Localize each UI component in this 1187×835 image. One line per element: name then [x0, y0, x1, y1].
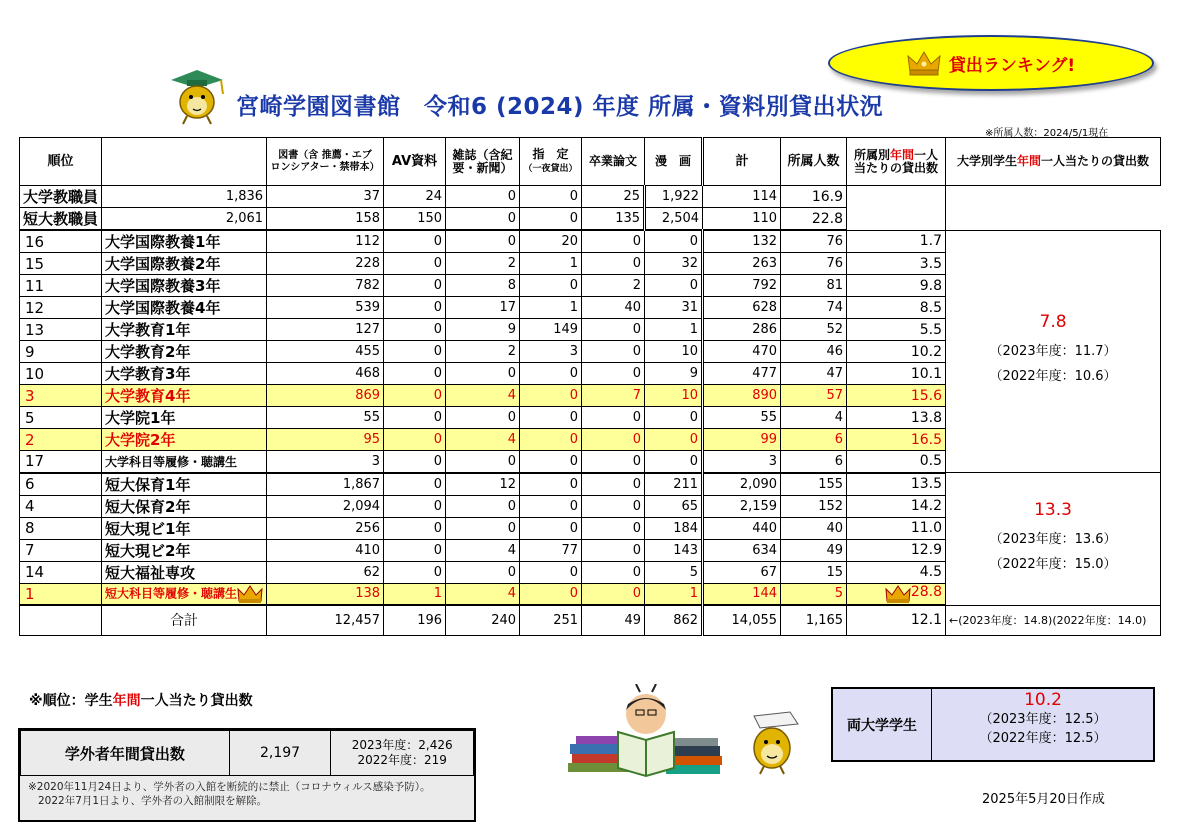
cell-designated: 1 [520, 253, 582, 275]
cell-av: 0 [384, 275, 446, 297]
cell-members: 76 [781, 230, 847, 253]
cell-designated: 0 [520, 451, 582, 473]
total-total: 14,055 [703, 605, 781, 635]
cell-total: 2,159 [703, 495, 781, 517]
cell-av: 0 [384, 230, 446, 253]
cell-thesis: 0 [582, 517, 645, 539]
cell-per-person: 13.5 [847, 473, 946, 496]
cell-designated: 1 [520, 297, 582, 319]
rank-cell: 7 [20, 539, 102, 561]
cell-total: 477 [703, 363, 781, 385]
rank-cell: 14 [20, 561, 102, 583]
external-label: 学外者年間貸出数 [21, 731, 230, 776]
cell-members: 4 [781, 407, 847, 429]
cell-av: 0 [384, 341, 446, 363]
cell-total: 55 [703, 407, 781, 429]
cell-members: 57 [781, 385, 847, 407]
mascot-reading-icon [742, 710, 804, 776]
cell-per-person: 0.5 [847, 451, 946, 473]
affiliation-name: 大学教職員 [20, 186, 102, 208]
header-thesis: 卒業論文 [582, 138, 645, 186]
cell-books: 127 [267, 319, 384, 341]
cell-magazine: 8 [446, 275, 520, 297]
both-universities-box [831, 687, 1155, 762]
cell-av: 0 [384, 385, 446, 407]
cell-total: 3 [703, 451, 781, 473]
affiliation-name: 短大現ビ1年 [102, 517, 267, 539]
cell-av: 0 [384, 473, 446, 496]
cell-books: 2,061 [102, 208, 267, 231]
cell-per-person: 28.8 [847, 583, 946, 605]
cell-magazine: 4 [446, 539, 520, 561]
affiliation-name: 大学院1年 [102, 407, 267, 429]
cell-manga: 9 [645, 363, 703, 385]
cell-designated: 0 [520, 517, 582, 539]
rank-cell: 17 [20, 451, 102, 473]
cell-members: 6 [781, 429, 847, 451]
table-row [20, 186, 1161, 208]
mascot-graduate-icon [165, 66, 229, 126]
cell-manga: 0 [645, 407, 703, 429]
affiliation-name: 大学国際教養4年 [102, 297, 267, 319]
cell-manga: 211 [645, 473, 703, 496]
rank-cell: 5 [20, 407, 102, 429]
cell-total: 67 [703, 561, 781, 583]
cell-books: 1,836 [102, 186, 267, 208]
cell-magazine: 0 [446, 363, 520, 385]
cell-magazine: 0 [446, 407, 520, 429]
cell-thesis: 0 [520, 208, 582, 231]
cell-av: 0 [384, 561, 446, 583]
header-av: AV資料 [384, 138, 446, 186]
header-name [102, 138, 267, 186]
cell-magazine: 17 [446, 297, 520, 319]
cell-thesis: 40 [582, 297, 645, 319]
crown-icon [907, 50, 941, 76]
cell-manga: 10 [645, 341, 703, 363]
cell-books: 95 [267, 429, 384, 451]
cell-designated: 0 [520, 495, 582, 517]
both-prev2: （2022年度：12.5） [979, 731, 1107, 746]
cell-thesis: 0 [582, 583, 645, 605]
cell-manga: 0 [645, 230, 703, 253]
cell-thesis: 0 [582, 451, 645, 473]
rank-cell: 8 [20, 517, 102, 539]
header-univ-avg: 大学別学生年間一人当たりの貸出数 [946, 138, 1161, 186]
cell-per-person: 14.2 [847, 495, 946, 517]
cell-av: 0 [384, 319, 446, 341]
cell-per-person: 11.0 [847, 517, 946, 539]
cell-books: 1,867 [267, 473, 384, 496]
cell-members: 46 [781, 341, 847, 363]
cell-thesis: 0 [582, 429, 645, 451]
cell-av: 0 [384, 517, 446, 539]
cell-manga: 184 [645, 517, 703, 539]
staff-rows [20, 186, 1161, 231]
page-title: 宮崎学園図書館 令和6 (2024) 年度 所属・資料別貸出状況 [236, 94, 884, 120]
header-members: 所属人数 [781, 138, 847, 186]
cell-total: 890 [703, 385, 781, 407]
cell-designated: 0 [520, 407, 582, 429]
badge-label: 貸出ランキング! [948, 55, 1076, 76]
rank-cell: 12 [20, 297, 102, 319]
created-date: 2025年5月20日作成 [982, 792, 1105, 807]
cell-total: 2,090 [703, 473, 781, 496]
cell-manga: 10 [645, 385, 703, 407]
cell-total: 2,504 [645, 208, 703, 231]
total-books: 12,457 [267, 605, 384, 635]
cell-manga: 1 [645, 583, 703, 605]
affiliation-name: 大学院2年 [102, 429, 267, 451]
cell-designated: 149 [520, 319, 582, 341]
cell-av: 0 [384, 429, 446, 451]
cell-per-person: 16.9 [781, 186, 847, 208]
cell-members: 152 [781, 495, 847, 517]
cell-manga: 5 [645, 561, 703, 583]
jc-avg-cell-prev2: （2022年度：15.0） [989, 556, 1117, 572]
total-designated: 251 [520, 605, 582, 635]
cell-members: 110 [703, 208, 781, 231]
univ-rows [20, 230, 1161, 473]
cell-magazine: 4 [446, 583, 520, 605]
rank-cell: 10 [20, 363, 102, 385]
cell-books: 138 [267, 583, 384, 605]
cell-designated: 20 [520, 230, 582, 253]
cell-books: 3 [267, 451, 384, 473]
cell-thesis: 0 [582, 319, 645, 341]
cell-magazine: 24 [384, 186, 446, 208]
cell-magazine: 150 [384, 208, 446, 231]
cell-total: 263 [703, 253, 781, 275]
cell-thesis: 0 [582, 230, 645, 253]
cell-manga: 143 [645, 539, 703, 561]
affiliation-name: 大学教育3年 [102, 363, 267, 385]
cell-designated: 0 [520, 473, 582, 496]
cell-av: 158 [267, 208, 384, 231]
cell-designated: 77 [520, 539, 582, 561]
cell-magazine: 0 [446, 561, 520, 583]
cell-magazine: 0 [446, 230, 520, 253]
cell-magazine: 2 [446, 341, 520, 363]
cell-members: 52 [781, 319, 847, 341]
cell-total: 144 [703, 583, 781, 605]
cell-members: 114 [703, 186, 781, 208]
cell-magazine: 4 [446, 429, 520, 451]
cell-per-person: 5.5 [847, 319, 946, 341]
cell-books: 228 [267, 253, 384, 275]
header-manga: 漫 画 [645, 138, 703, 186]
cell-total: 470 [703, 341, 781, 363]
cell-magazine: 12 [446, 473, 520, 496]
rank-note: ※順位：学生年間一人当たり貸出数 [29, 693, 253, 709]
cell-thesis: 0 [520, 186, 582, 208]
rank-cell: 2 [20, 429, 102, 451]
loan-status-table [19, 137, 1161, 636]
cell-books: 62 [267, 561, 384, 583]
header-row [20, 138, 1161, 186]
cell-designated: 3 [520, 341, 582, 363]
rank-cell: 13 [20, 319, 102, 341]
header-rank: 順位 [20, 138, 102, 186]
cell-books: 2,094 [267, 495, 384, 517]
cell-members: 6 [781, 451, 847, 473]
both-prev1: （2023年度：12.5） [979, 712, 1107, 727]
cell-av: 0 [384, 363, 446, 385]
univ-avg-cell-prev2: （2022年度：10.6） [989, 369, 1117, 385]
both-label: 両大学学生 [833, 689, 932, 760]
cell-per-person: 4.5 [847, 561, 946, 583]
affiliation-name: 短大科目等履修・聴講生 [102, 583, 267, 605]
affiliation-name: 大学教育2年 [102, 341, 267, 363]
rank-cell: 16 [20, 230, 102, 253]
cell-av: 0 [384, 451, 446, 473]
cell-books: 539 [267, 297, 384, 319]
cell-thesis: 0 [582, 561, 645, 583]
cell-av: 37 [267, 186, 384, 208]
affiliation-name: 大学国際教養1年 [102, 230, 267, 253]
cell-total: 440 [703, 517, 781, 539]
cell-av: 1 [384, 583, 446, 605]
affiliation-name: 大学国際教養2年 [102, 253, 267, 275]
cell-av: 0 [384, 253, 446, 275]
cell-per-person: 9.8 [847, 275, 946, 297]
cell-books: 782 [267, 275, 384, 297]
affiliation-name: 短大教職員 [20, 208, 102, 231]
cell-manga: 65 [645, 495, 703, 517]
total-members: 1,165 [781, 605, 847, 635]
cell-members: 47 [781, 363, 847, 385]
external-loans-table [20, 730, 474, 776]
cell-per-person: 13.8 [847, 407, 946, 429]
cell-books: 410 [267, 539, 384, 561]
cell-thesis: 2 [582, 275, 645, 297]
cell-magazine: 2 [446, 253, 520, 275]
external-value: 2,197 [229, 731, 331, 776]
cell-designated: 0 [520, 385, 582, 407]
rank-cell: 6 [20, 473, 102, 496]
cell-total: 628 [703, 297, 781, 319]
header-per-person: 所属別年間一人 当たりの貸出数 [847, 138, 946, 186]
rank-cell: 3 [20, 385, 102, 407]
cell-av: 0 [384, 495, 446, 517]
cell-per-person: 12.9 [847, 539, 946, 561]
cell-total: 99 [703, 429, 781, 451]
cell-magazine: 4 [446, 385, 520, 407]
table-row [20, 230, 1161, 253]
cell-books: 455 [267, 341, 384, 363]
cell-magazine: 0 [446, 495, 520, 517]
header-magazine: 雑誌（含紀 要・新聞） [446, 138, 520, 186]
cell-designated: 0 [446, 186, 520, 208]
cell-av: 0 [384, 407, 446, 429]
cell-designated: 0 [520, 583, 582, 605]
total-per-person: 12.1 [847, 605, 946, 635]
jc-rows [20, 473, 1161, 606]
cell-manga: 1 [645, 319, 703, 341]
cell-manga: 135 [582, 208, 645, 231]
cell-per-person: 8.5 [847, 297, 946, 319]
rank-cell: 15 [20, 253, 102, 275]
cell-members: 40 [781, 517, 847, 539]
staff-avg-cell [847, 186, 946, 231]
header-books: 図書（含 推薦・エブ ロンシアター・禁帯本） [267, 138, 384, 186]
univ-avg-cell-prev1: （2023年度：11.7） [989, 344, 1117, 360]
affiliation-name: 大学科目等履修・聴講生 [102, 451, 267, 473]
cell-members: 81 [781, 275, 847, 297]
cell-per-person: 3.5 [847, 253, 946, 275]
cell-thesis: 7 [582, 385, 645, 407]
external-loans-box [18, 728, 476, 822]
cell-total: 1,922 [645, 186, 703, 208]
table-row [20, 473, 1161, 496]
cell-per-person: 10.1 [847, 363, 946, 385]
total-rank-cell [20, 605, 102, 635]
cell-thesis: 0 [582, 363, 645, 385]
cell-members: 74 [781, 297, 847, 319]
cell-total: 634 [703, 539, 781, 561]
cell-thesis: 0 [582, 495, 645, 517]
header-total: 計 [703, 138, 781, 186]
cell-magazine: 0 [446, 451, 520, 473]
affiliation-name: 大学教育1年 [102, 319, 267, 341]
cell-per-person: 1.7 [847, 230, 946, 253]
cell-per-person: 16.5 [847, 429, 946, 451]
both-value: 10.2 [1024, 690, 1062, 710]
univ-avg-cell-value: 7.8 [1039, 312, 1067, 333]
univ-avg-cell [946, 230, 1161, 473]
affiliation-name: 短大福祉専攻 [102, 561, 267, 583]
cell-total: 132 [703, 230, 781, 253]
cell-books: 869 [267, 385, 384, 407]
ranking-badge [828, 35, 1154, 91]
cell-thesis: 0 [582, 341, 645, 363]
rank-cell: 9 [20, 341, 102, 363]
cell-members: 49 [781, 539, 847, 561]
cell-thesis: 0 [582, 539, 645, 561]
table-row [20, 208, 1161, 231]
cell-books: 55 [267, 407, 384, 429]
cell-manga: 32 [645, 253, 703, 275]
affiliation-name: 大学教育4年 [102, 385, 267, 407]
jc-avg-cell-value: 13.3 [1034, 499, 1072, 520]
cell-manga: 31 [645, 297, 703, 319]
both-values [933, 691, 1153, 748]
affiliation-name: 短大現ビ2年 [102, 539, 267, 561]
crown-icon [885, 584, 911, 604]
total-label: 合計 [102, 605, 267, 635]
affiliation-name: 大学国際教養3年 [102, 275, 267, 297]
total-thesis: 49 [582, 605, 645, 635]
cell-designated: 0 [520, 429, 582, 451]
cell-members: 5 [781, 583, 847, 605]
jc-avg-cell [946, 473, 1161, 606]
total-av: 196 [384, 605, 446, 635]
cell-thesis: 0 [582, 407, 645, 429]
cell-manga: 0 [645, 451, 703, 473]
cell-magazine: 0 [446, 517, 520, 539]
cell-members: 15 [781, 561, 847, 583]
cell-books: 256 [267, 517, 384, 539]
cell-per-person: 10.2 [847, 341, 946, 363]
total-manga: 862 [645, 605, 703, 635]
cell-manga: 0 [645, 275, 703, 297]
crown-icon [237, 584, 263, 604]
cell-av: 0 [384, 539, 446, 561]
cell-total: 286 [703, 319, 781, 341]
affiliation-name: 短大保育1年 [102, 473, 267, 496]
rank-cell: 4 [20, 495, 102, 517]
rank-cell: 11 [20, 275, 102, 297]
cell-designated: 0 [446, 208, 520, 231]
cell-per-person: 15.6 [847, 385, 946, 407]
cell-per-person: 22.8 [781, 208, 847, 231]
cell-designated: 0 [520, 363, 582, 385]
cell-thesis: 0 [582, 473, 645, 496]
cell-thesis: 0 [582, 253, 645, 275]
external-prev-years: 2023年度：2,426 2022年度：219 [331, 731, 474, 776]
cell-members: 155 [781, 473, 847, 496]
reading-student-illustration [566, 684, 726, 782]
affiliation-name: 短大保育2年 [102, 495, 267, 517]
external-footnote: ※2020年11月24日より、学外者の入館を断続的に禁止（コロナウィルス感染予防）。 2022年7月1日より、学外者の入館制限を解除。 [28, 781, 431, 807]
rank-cell: 1 [20, 583, 102, 605]
cell-total: 792 [703, 275, 781, 297]
total-prev-years: ←(2023年度：14.8)(2022年度：14.0) [946, 605, 1161, 635]
total-row [20, 605, 1161, 635]
cell-av: 0 [384, 297, 446, 319]
cell-designated: 0 [520, 275, 582, 297]
cell-designated: 0 [520, 561, 582, 583]
cell-members: 76 [781, 253, 847, 275]
header-designated: 指 定 （一夜貸出） [520, 138, 582, 186]
members-date-note: ※所属人数：2024/5/1現在 [985, 128, 1109, 139]
cell-manga: 0 [645, 429, 703, 451]
cell-books: 468 [267, 363, 384, 385]
cell-books: 112 [267, 230, 384, 253]
jc-avg-cell-prev1: （2023年度：13.6） [989, 531, 1117, 547]
total-magazine: 240 [446, 605, 520, 635]
cell-manga: 25 [582, 186, 645, 208]
cell-magazine: 9 [446, 319, 520, 341]
